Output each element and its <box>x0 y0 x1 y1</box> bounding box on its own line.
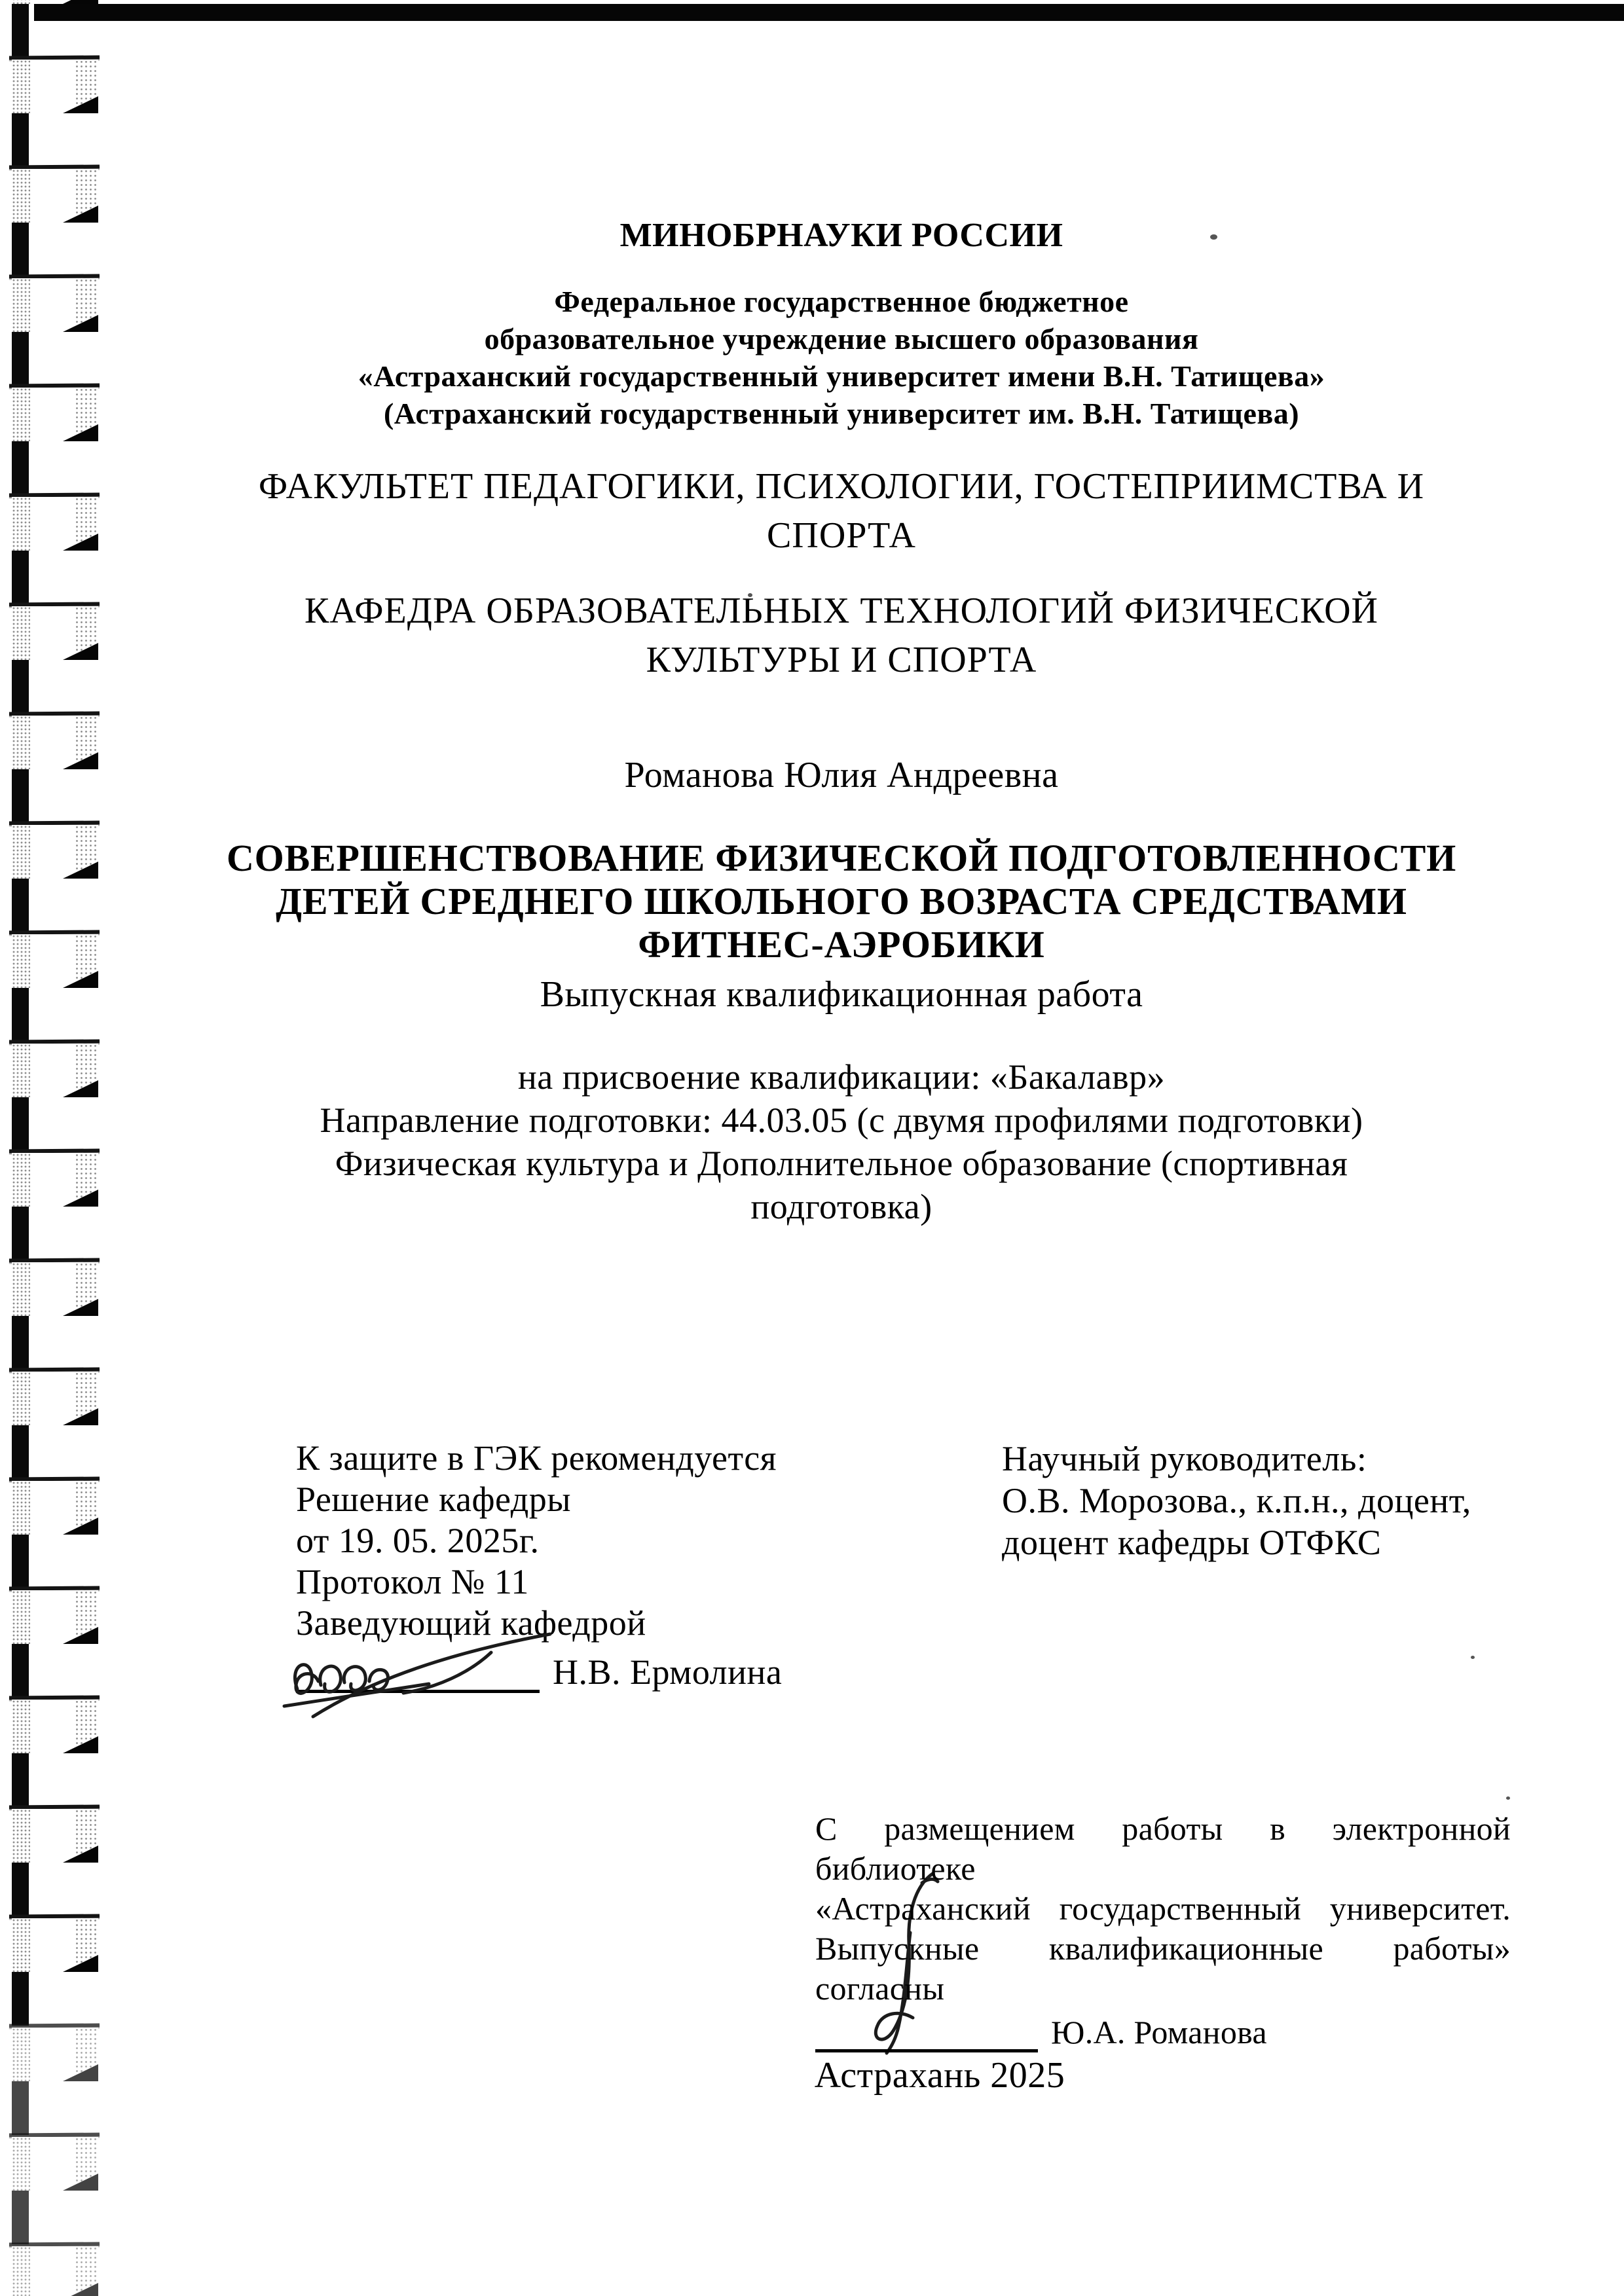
binding-comb-strip <box>0 0 117 2296</box>
work-type-text: Выпускная квалификационная работа <box>540 974 1143 1015</box>
scan-noise <box>12 1372 30 1425</box>
text-line: ДЕТЕЙ СРЕДНЕГО ШКОЛЬНОГО ВОЗРАСТА СРЕДСТВАМИ <box>276 880 1407 922</box>
binding-tooth-body <box>12 278 98 332</box>
text-line: Протокол № 11 <box>296 1562 529 1601</box>
binding-tooth-body <box>12 2028 98 2081</box>
scan-noise <box>12 2028 30 2081</box>
binding-tooth <box>0 712 117 821</box>
binding-tooth-body <box>12 606 98 660</box>
author-text: Романова Юлия Андреевна <box>624 755 1059 795</box>
binding-tooth-body <box>12 1044 98 1097</box>
text-line: от 19. 05. 2025г. <box>296 1521 540 1560</box>
work-type-label <box>124 974 1559 1015</box>
binding-tooth <box>0 274 117 384</box>
binding-tooth-body <box>12 1262 98 1316</box>
binding-tooth-body <box>12 497 98 551</box>
binding-tooth <box>0 165 117 274</box>
binding-tooth-shadow-wedge <box>63 0 98 4</box>
binding-tooth <box>0 821 117 930</box>
binding-tooth-body <box>12 1590 98 1644</box>
binding-spine-bar <box>12 879 29 932</box>
binding-tooth-body <box>12 388 98 441</box>
scan-noise <box>12 1262 30 1316</box>
head-signature-row <box>296 1652 859 1693</box>
text-line: Заведующий кафедрой <box>296 1603 646 1643</box>
binding-spine-bar <box>12 1753 29 1807</box>
binding-tooth-body <box>12 2246 98 2296</box>
binding-tooth-body <box>12 934 98 988</box>
binding-spine-bar <box>12 1535 29 1588</box>
scan-noise <box>12 716 30 769</box>
binding-tooth-body <box>12 1809 98 1863</box>
text-line: «Астраханский государственный университет. <box>815 1890 1511 1927</box>
scan-noise <box>12 497 30 551</box>
text-line: Выпускные квалификационные работы» согласны <box>815 1930 1511 2007</box>
text-line: Научный руководитель: <box>1002 1439 1367 1478</box>
binding-spine-bar <box>12 1097 29 1151</box>
ministry-heading <box>124 216 1559 255</box>
binding-tooth <box>0 0 117 56</box>
binding-tooth-body <box>12 716 98 769</box>
binding-spine-bar <box>12 1863 29 1916</box>
binding-tooth-body <box>12 1481 98 1535</box>
binding-tooth <box>0 56 117 165</box>
text-line: Федеральное государственное бюджетное <box>554 285 1129 318</box>
supervisor-block <box>1002 1438 1539 1563</box>
text-line: К защите в ГЭК рекомендуется <box>296 1438 777 1478</box>
ministry-text: МИНОБРНАУКИ РОССИИ <box>619 217 1063 254</box>
binding-tooth <box>0 2024 117 2133</box>
binding-tooth <box>0 2242 117 2296</box>
text-line: ФАКУЛЬТЕТ ПЕДАГОГИКИ, ПСИХОЛОГИИ, ГОСТЕПРИИМСТВА И <box>258 466 1425 507</box>
scan-noise <box>12 60 30 113</box>
text-line: «Астраханский государственный университет имени В.Н. Татищева» <box>358 359 1325 393</box>
binding-tooth-body <box>12 2137 98 2191</box>
binding-tooth <box>0 930 117 1040</box>
text-line: КАФЕДРА ОБРАЗОВАТЕЛЬНЫХ ТЕХНОЛОГИЙ ФИЗИЧЕСКОЙ <box>304 591 1378 631</box>
scan-noise <box>12 1590 30 1644</box>
scan-noise <box>12 1044 30 1097</box>
binding-spine-bar <box>12 660 29 714</box>
signature-underline <box>815 2015 1038 2052</box>
department-head-name: Н.В. Ермолина <box>553 1652 783 1692</box>
scan-speck <box>1506 1796 1510 1800</box>
binding-spine-bar <box>12 1316 29 1370</box>
scan-speck <box>1471 1656 1475 1659</box>
student-signature-row <box>815 2013 1511 2052</box>
text-line: (Астраханский государственный университет им. В.Н. Татищева) <box>383 397 1300 430</box>
binding-tooth-body <box>12 825 98 879</box>
binding-tooth <box>0 1040 117 1149</box>
author-name <box>124 754 1559 796</box>
scan-noise <box>12 1918 30 1972</box>
binding-spine-bar <box>12 769 29 823</box>
student-name: Ю.А. Романова <box>1051 2014 1267 2050</box>
text-line: доцент кафедры ОТФКС <box>1002 1523 1382 1562</box>
binding-tooth <box>0 384 117 493</box>
binding-spine-bar <box>12 551 29 604</box>
binding-spine-bar <box>12 441 29 495</box>
binding-spine-bar <box>12 2191 29 2244</box>
binding-tooth <box>0 1477 117 1586</box>
scan-noise <box>12 606 30 660</box>
qualification-block <box>124 1055 1559 1228</box>
text-line: КУЛЬТУРЫ И СПОРТА <box>646 640 1037 680</box>
scan-noise <box>12 2246 30 2296</box>
scan-noise <box>12 825 30 879</box>
scan-noise <box>12 934 30 988</box>
city-year <box>223 2054 1624 2096</box>
institution-block <box>124 283 1559 432</box>
binding-spine-bar <box>12 1207 29 1260</box>
binding-spine-bar <box>12 113 29 167</box>
scan-top-edge-shadow <box>34 4 1624 21</box>
binding-tooth <box>0 1696 117 1805</box>
binding-tooth <box>0 1149 117 1258</box>
binding-spine-bar <box>12 1972 29 2026</box>
binding-tooth <box>0 1805 117 1914</box>
scan-noise <box>12 169 30 223</box>
binding-tooth <box>0 1258 117 1368</box>
binding-spine-bar <box>12 332 29 386</box>
text-line: ФИТНЕС-АЭРОБИКИ <box>638 923 1045 966</box>
scan-noise <box>12 1809 30 1863</box>
signature-underline <box>296 1656 540 1693</box>
text-line: СПОРТА <box>767 515 916 556</box>
text-line: подготовка) <box>750 1187 932 1226</box>
text-line: СОВЕРШЕНСТВОВАНИЕ ФИЗИЧЕСКОЙ ПОДГОТОВЛЕННОСТИ <box>226 837 1457 879</box>
binding-tooth <box>0 2133 117 2242</box>
binding-spine-bar <box>12 988 29 1042</box>
binding-tooth <box>0 602 117 712</box>
library-consent-block <box>815 1809 1511 2052</box>
text-line: О.В. Морозова., к.п.н., доцент, <box>1002 1481 1471 1520</box>
scan-noise <box>12 388 30 441</box>
scan-noise <box>12 278 30 332</box>
text-line: Физическая культура и Дополнительное образование (спортивная <box>335 1144 1348 1183</box>
binding-tooth <box>0 1368 117 1477</box>
city-year-text: Астрахань 2025 <box>814 2055 1065 2096</box>
text-line: на присвоение квалификации: «Бакалавр» <box>517 1057 1166 1097</box>
binding-spine-bar <box>12 1644 29 1698</box>
department-heading <box>124 587 1559 685</box>
binding-tooth-body <box>12 169 98 223</box>
binding-spine-bar <box>12 1425 29 1479</box>
binding-spine-bar <box>12 2081 29 2135</box>
scan-noise <box>12 1153 30 1207</box>
binding-tooth-body <box>12 1372 98 1425</box>
thesis-title <box>124 837 1559 966</box>
scan-noise <box>12 1700 30 1753</box>
binding-tooth-body <box>12 60 98 113</box>
binding-tooth <box>0 493 117 602</box>
binding-spine-bar <box>12 223 29 276</box>
binding-tooth-body <box>12 1153 98 1207</box>
binding-tooth-body <box>12 1918 98 1972</box>
binding-tooth <box>0 1586 117 1696</box>
text-line: Направление подготовки: 44.03.05 (с двумя профилями подготовки) <box>320 1101 1363 1140</box>
binding-tooth-body <box>12 1700 98 1753</box>
text-line: Решение кафедры <box>296 1480 571 1519</box>
binding-spine-bar <box>12 4 29 58</box>
binding-tooth <box>0 1914 117 2024</box>
scan-noise <box>12 1481 30 1535</box>
approval-block <box>296 1438 859 1693</box>
text-line: образовательное учреждение высшего образования <box>484 322 1199 355</box>
faculty-heading <box>124 462 1559 560</box>
scan-noise <box>12 2137 30 2191</box>
text-line: С размещением работы в электронной библиотеке <box>815 1810 1511 1887</box>
